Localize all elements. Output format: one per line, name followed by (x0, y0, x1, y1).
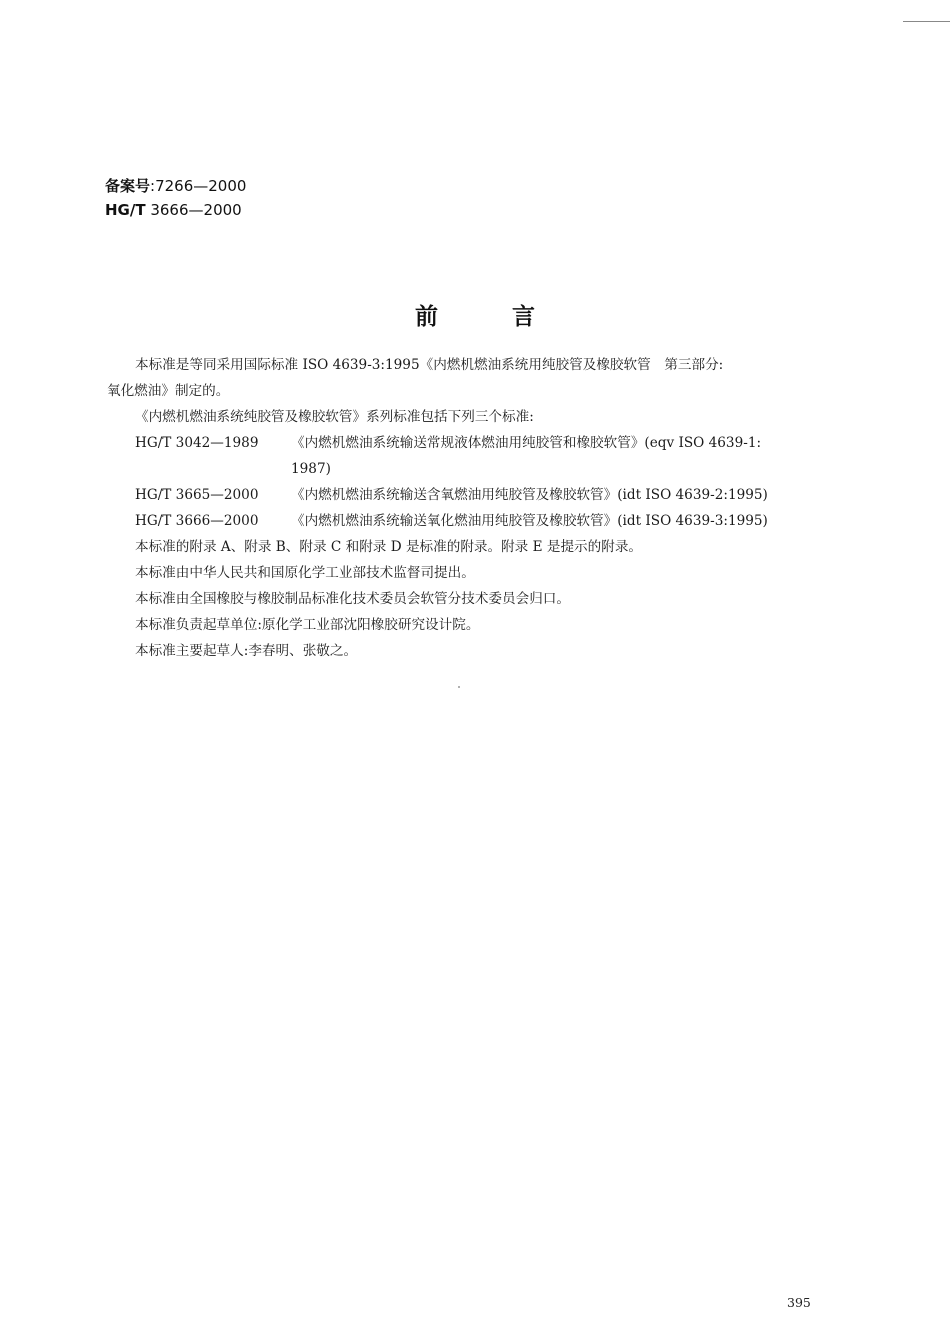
standard-code: HG/T 3665—2000 (135, 487, 259, 503)
standard-title (291, 430, 847, 482)
standard-code: HG/T 3666—2000 (135, 513, 259, 529)
standard-row (107, 482, 847, 508)
intro-paragraph-line1: 本标准是等同采用国际标准 ISO 4639-3:1995《内燃机燃油系统用纯胶管及橡胶软管 第三部分: (135, 357, 724, 373)
managed-by-paragraph: 本标准由全国橡胶与橡胶制品标准化技术委员会软管分技术委员会归口。 (135, 591, 570, 607)
scan-speck (458, 686, 460, 688)
drafters-paragraph: 本标准主要起草人:李春明、张敬之。 (135, 643, 358, 659)
page-title: 前言 (415, 303, 609, 330)
standard-row (107, 508, 847, 534)
standard-number-value: 3666—2000 (145, 201, 242, 219)
drafting-unit-paragraph: 本标准负责起草单位:原化学工业部沈阳橡胶研究设计院。 (135, 617, 480, 633)
top-edge-rule (903, 21, 950, 22)
series-intro-paragraph: 《内燃机燃油系统纯胶管及橡胶软管》系列标准包括下列三个标准: (135, 409, 534, 425)
standard-title-text: 《内燃机燃油系统输送常规液体燃油用纯胶管和橡胶软管》(eqv ISO 4639-1: (291, 435, 762, 451)
page-number: 395 (787, 1295, 811, 1310)
standard-number-line (105, 198, 246, 222)
record-number-label: 备案号 (105, 177, 151, 195)
record-number-line (105, 174, 246, 198)
standard-title-text: 《内燃机燃油系统输送含氧燃油用纯胶管及橡胶软管》(idt ISO 4639-2:1995) (291, 487, 768, 503)
standard-title-text: 《内燃机燃油系统输送氧化燃油用纯胶管及橡胶软管》(idt ISO 4639-3:1995) (291, 513, 768, 529)
proposed-by-paragraph: 本标准由中华人民共和国原化学工业部技术监督司提出。 (135, 565, 475, 581)
standard-number-label: HG/T (105, 201, 146, 219)
standard-title-continued: 1987) (291, 461, 331, 477)
standard-code: HG/T 3042—1989 (135, 435, 259, 451)
intro-paragraph-line2: 氧化燃油》制定的。 (107, 383, 230, 399)
standard-row (107, 430, 847, 482)
record-number-value: :7266—2000 (150, 177, 247, 195)
foreword-body (107, 352, 847, 664)
document-header (105, 174, 246, 222)
appendix-paragraph: 本标准的附录 A、附录 B、附录 C 和附录 D 是标准的附录。附录 E 是提示的附录。 (135, 539, 643, 555)
